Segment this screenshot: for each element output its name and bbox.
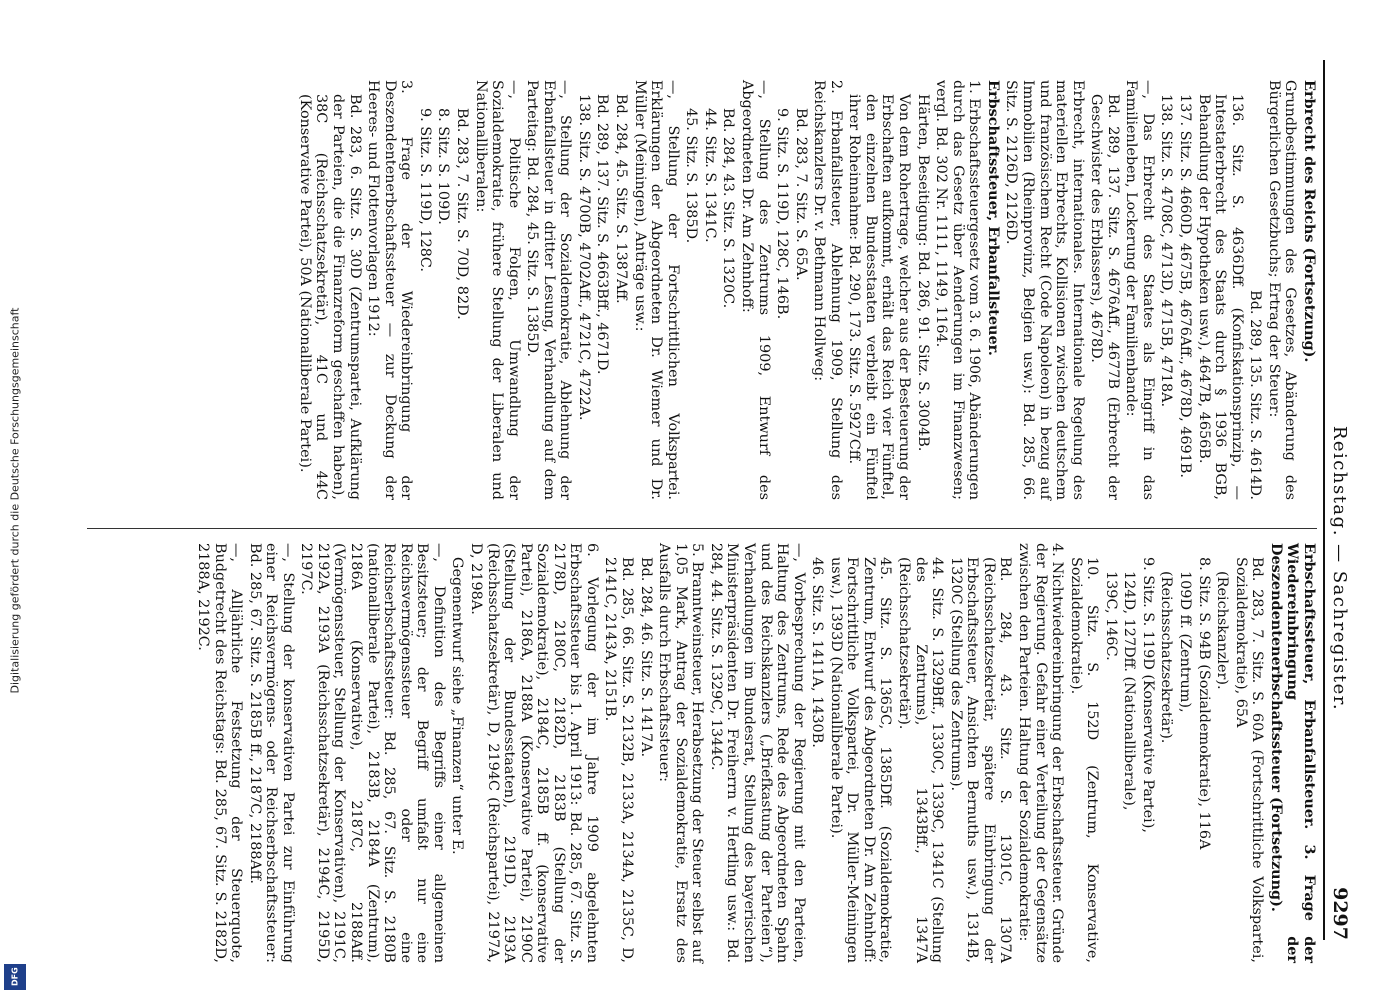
entry: —, Definition des Begriffs einer allgemeinen Besitzsteuer; der Begriff umfaßt nur eine Reichsvermögenssteuer oder eine Reichserbschaftssteuer: Bd. 285, 67. Sitz. S. 2180B (nationalliberale Partei), 2183B, 2184A (Zentrum), 2186A (Konservative), 2187C, 2188Aff. (Vermögenssteuer, Stellung der Konservativen), 2191C, 2192A, 2193A (Reichsschatzsekretär), 2194C, 2195D, 2197C. — [298, 543, 447, 963]
entry: 4. Nichtwiedereinbringung der Erbschaftssteuer. Gründe der Regierung. Gefahr einer Verteilung der Gegensätze zwischen den Parteien. Haltung der Sozialdemokratie: — [1016, 543, 1066, 963]
entry-reference: 138. Sitz. S. 4708C, 4713D, 4715B, 4718A. — [1158, 94, 1175, 408]
entry: 3. Frage der Wiedereinbringung der Deszendentenerbschaftssteuer — zur Deckung der Heeres- und Flottenvorlagen 1912: — [365, 80, 415, 500]
entry-reference: (Reichskanzler). — [1214, 571, 1231, 690]
entry-reference: 45. Sitz. S. 1365C, 1385Dff. (Sozialdemokratie, Zentrum, Entwurf des Abgeordneten Dr. Am Zehnhoff: Fortschrittliche Volkspartei, Dr. Müller-Meiningen usw.), 1393D (Nationalliberale Partei). — [827, 557, 894, 963]
entry-reference: 138. Sitz. S. 4700B, 4702Aff., 4721C, 4722A. — [575, 94, 592, 421]
entry: 6. Vorlegung der im Jahre 1909 abgelehnten Erbschaftssteuer bis 1. April 1913: Bd. 285, 67. Sitz. S. 2178D, 2180C, 2182D, 2183B (Stellung der Sozialdemokratie), 2184C, 2185B ff. (konservative Partei), 2186A, 2188A (Konservative Partei), 2190C (Stellung der Bundesstaaten), 2191D, 2193A (Reichsschatzsekretär), D, 2194C (Reichspartei), 2197A, D, 2198A. — [468, 543, 600, 963]
entry-reference: Bd. 284, 46. Sitz. S. 1417A. — [637, 557, 654, 758]
entry-reference: 9. Sitz. S. 119D (Konservative Partei), — [1139, 557, 1156, 833]
page-number: 9297 — [1329, 887, 1351, 940]
entry: —, Vorbesprechung der Regierung mit den Parteien, Haltung des Zentrums, Rede des Abgeordneten Spahn und des Reichskanzlers („Briefkastung der Parteien“), Verhandlungen im Bundesrat, Stellung des bayerischen Ministerpräsidenten Dr. Freiherrn v. Hertling usw.: Bd. 284, 44. Sitz. S. 1329C, 1344C. — [707, 543, 807, 963]
entry: 5. Branntweinsteuer, Herabsetzung der Steuer selbst auf 1,05 Mark, Antrag der Sozialdemokratie, Ersatz des Ausfalls durch Erbschaftssteuer: — [656, 543, 706, 963]
entry: 2. Erbanfallsteuer, Ablehnung 1909, Stellung des Reichskanzlers Dr. v. Bethmann Hollweg: — [811, 80, 844, 500]
entry: Härten, Beseitigung: Bd. 286, 91. Sitz. S. 3004B. — [914, 94, 931, 452]
entry-heading: Erbschaftssteuer, Erbanfallsteuer. — [984, 80, 1002, 356]
entry-reference: (Reichsschatzsekretär). — [1158, 571, 1175, 744]
entry-heading: Erbrecht des Reichs (Fortsetzung). — [1301, 80, 1318, 363]
credit-text: Digitalisierung gefördert durch die Deutsche Forschungsgemeinschaft — [8, 307, 22, 693]
entry-reference: 46. Sitz. S. 1411A, 1430B. — [809, 557, 826, 748]
entry: —, Stellung der Sozialdemokratie, Ablehnung der Erbanfallsteuer in dritter Lesung, Verhandlung auf dem Parteitag: Bd. 284, 45. Sitz. S. 1385D. — [524, 80, 574, 500]
entry-reference: Bd. 283, 7. Sitz. S. 60A (Fortschrittliche Volkspartei, Sozialdemokratie), 65A — [1232, 557, 1266, 963]
entry: Erbrecht, internationales. Internationale Regelung des materiellen Erbrechts, Kollisionen zwischen deutschem und französischem Recht (Code Napoleon) in bezug auf Immobilien (Rheinprovinz, Belgien usw.): Bd. 285, 66. Sitz. S. 2126D, 2126D. — [1003, 80, 1086, 500]
entry: —, Stellung der Fortschrittlichen Volkspartei. Erklärungen der Abgeordneten Dr. Wiemer und Dr. Müller (Meiningen), Anträge usw.: — [631, 80, 681, 500]
entry-reference: 137. Sitz. S. 4660D, 4675B, 4676Aff., 4678D, 4691B. — [1177, 94, 1194, 478]
entry-reference: Bd. 284, 43. Sitz. S. 1301C, 1307A (Reichsschatzsekretär, spätere Einbringung der Erbschaftssteuer, Ansichten Bernuths usw.), 1314B, 1320C (Stellung des Zentrums). — [947, 557, 1014, 963]
entry: —, Stellung des Zentrums 1909, Entwurf des Abgeordneten Dr. Am Zehnhoff: — [739, 80, 772, 500]
entry-reference: 10. Sitz. S. 152D (Zentrum, Konservative, Sozialdemokratie). — [1067, 557, 1101, 963]
dfg-logo: DFG — [4, 964, 26, 990]
entry-reference: Bd. 289, 137. Sitz. S. 4676Aff., 4677B (Erbrecht der Geschwister des Erblassers), 4678D. — [1088, 94, 1121, 500]
entry: —, Das Erbrecht des Staates als Eingriff in das Familienleben, Lockerung der Familienbande: — [1123, 80, 1156, 500]
entry-reference: Bd. 283, 6. Sitz. S. 30D (Zentrumspartei, Aufklärung der Parteien, die die Finanzreform geschaffen haben), 38C (Reichsschatzsekretär), 41C und 44C (Konservative Partei), 50A (Nationalliberale Partei). — [296, 94, 363, 500]
entry-reference: 109D ff. (Zentrum), — [1177, 571, 1194, 713]
entry: Grundbestimmungen des Gesetzes, Abänderung des Bürgerlichen Gesetzbuchs; Ertrag der Steuer: — [1265, 80, 1299, 500]
entry-reference: 139C, 146C. — [1102, 571, 1119, 661]
entry-reference: 45. Sitz. S. 1385D. — [683, 108, 700, 244]
entry-heading: Erbschaftssteuer, Erbanfallsteuer. 3. Frage der Wiedereinbringung der Deszendentenerbschaftssteuer (Fortsetzung). — [1267, 543, 1318, 963]
entry-reference: 8. Sitz. S. 94B (Sozialdemokratie), 116A — [1195, 557, 1212, 850]
entry-reference: 8. Sitz. S. 109D. — [435, 108, 452, 225]
entry: —, Stellung der konservativen Partei zur Einführung einer Reichsvermögens- oder Reichserbschaftssteuer: Bd. 285, 67. Sitz. S. 2185B ff., 2187C, 2188Aff. — [246, 543, 296, 963]
entry: —, Alljährliche Festsetzung der Steuerquote, Budgetrecht des Reichstags: Bd. 285, 67. Sitz. S. 2182D, 2188A, 2192C. — [195, 543, 245, 963]
entry-reference: Bd. 284, 43. Sitz. S. 1320C. — [720, 108, 737, 309]
entry-reference: 124D, 127Dff. (Nationalliberale), — [1121, 571, 1138, 811]
running-title: Reichstag. — Sachregister. — [1329, 425, 1350, 712]
entry-reference: Bd. 285, 66. Sitz. S. 2132B, 2133A, 2134A, 2135C, D, 2141C, 2143A, 2151B. — [602, 557, 636, 963]
entry-reference: 44. Sitz. S. 1341C. — [701, 108, 718, 243]
left-column — [294, 80, 1317, 500]
right-column — [87, 528, 1317, 963]
entry-reference: Bd. 289, 135. Sitz. S. 4614D. — [1247, 290, 1264, 500]
entry-reference: 44. Sitz. S. 1329Bff., 1330C, 1339C, 1341C (Stellung des Zentrums), 1343Bff., 1347A (Reichsschatzsekretär). — [896, 557, 946, 963]
entry: Von dem Rohertrage, welcher aus der Besteuerung der Erbschaften aufkommt, erhält das Reich vier Fünftel, den einzelnen Bundesstaaten verbleibt ein Fünftel ihrer Roheinnahme: Bd. 290, 173. Sitz. S. 5927Cff. — [846, 94, 913, 500]
entry-reference: 9. Sitz. S. 119D, 128C. — [416, 108, 433, 272]
entry-reference: Bd. 283, 7. Sitz. S. 65A. — [792, 108, 809, 281]
entry-reference: 9. Sitz. S. 119D, 128C, 146B. — [774, 108, 791, 320]
entry-reference: Bd. 284, 45. Sitz. S. 1387Aff. — [613, 94, 630, 304]
entry-reference: Bd. 283, 7. Sitz. S. 70D, 82D. — [454, 108, 470, 320]
entry-reference: 136. Sitz. S. 4636Dff. (Konfiskationsprinzip, — Intestaterbrecht des Staats durch § 1936 BGB, Behandlung der Hypotheken usw.), 4647B, 4656B. — [1195, 94, 1245, 500]
entry-reference: Bd. 289, 137. Sitz. S. 4663Bff., 4671D. — [594, 94, 611, 375]
page-header — [1323, 60, 1365, 940]
entry: 1. Erbschaftssteuergesetz vom 3. 6. 1906, Abänderungen durch das Gesetz über Aenderungen im Finanzwesen; vergl. Bd. 302 Nr. 1111, 1149, 1164. — [933, 80, 983, 500]
entry: Gegenentwurf siehe „Finanzen“ unter E. — [449, 557, 466, 855]
entry: —, Politische Folgen, Umwandlung der Sozialdemokratie, frühere Stellung der Liberalen und Nationalliberalen: — [472, 80, 522, 500]
